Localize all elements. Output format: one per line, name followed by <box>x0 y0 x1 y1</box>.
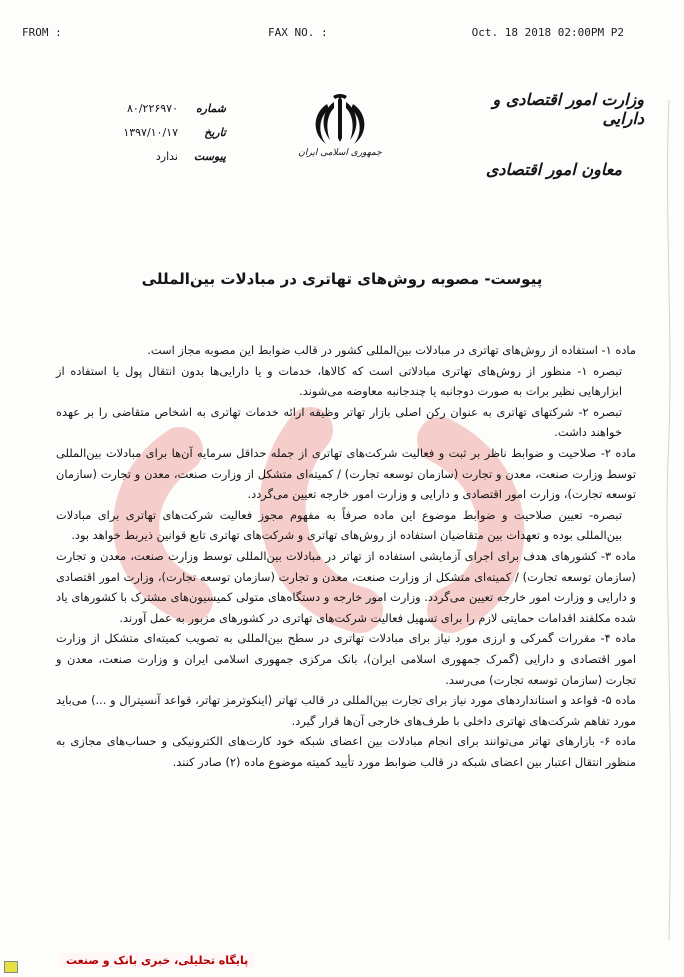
iran-emblem-icon <box>300 90 380 170</box>
letterhead-ministry <box>454 90 644 179</box>
fax-header <box>0 26 684 44</box>
attachment-value: ندارد <box>155 149 178 163</box>
number-label: شماره <box>195 101 226 115</box>
ministry-name: وزارت امور اقتصادی و دارایی <box>492 90 644 128</box>
fax-from: FROM : <box>22 26 62 39</box>
deputy-name: معاون امور اقتصادی <box>485 160 622 179</box>
note-1: تبصره ۱- منظور از روش‌های تهاتری مبادلاتی است که کالاها، خدمات و یا دارایی‌ها بدون انتقال پول یا استفاده از ابزارهایی نظیر برات به صورت دوجانبه یا چندجانبه معاوضه می‌شوند. <box>56 363 622 399</box>
meta-attachment-row <box>86 144 226 168</box>
republic-name: جمهوری اسلامی ایران <box>298 148 382 158</box>
fax-date-page: Oct. 18 2018 02:00PM P2 <box>471 26 624 39</box>
source-footer: پایگاه تحلیلی، خبری بانک و صنعت <box>60 953 254 968</box>
date-label: تاریخ <box>204 125 226 139</box>
letter-meta <box>86 96 226 168</box>
fax-number: FAX NO. : <box>268 26 328 39</box>
document-title: پیوست- مصوبه روش‌های تهاتری در مبادلات بین‌المللی <box>141 270 543 288</box>
date-value: ۱۳۹۷/۱۰/۱۷ <box>123 125 178 139</box>
number-value: ۸۰/۲۲۶۹۷۰ <box>127 101 178 115</box>
article-2: ماده ۲- صلاحیت و ضوابط ناظر بر ثبت و فعالیت شرکت‌های تهاتری از جمله حداقل سرمایه آن‌ها برای مبادلات بین‌المللی توسط وزارت صنعت، معدن و تجارت (سازمان توسعه تجارت) / کمیته‌ای متشکل از وزارت صنعت، معدن و تجارت (سازمان توسعه تجارت)، وزارت امور اقتصادی و دارایی و وزارت امور خارجه تعیین می‌گردد. <box>56 445 637 502</box>
article-6: ماده ۶- بازارهای تهاتر می‌توانند برای انجام مبادلات بین اعضای شبکه خود کارت‌های الکترونیکی و حساب‌های مجازی به منظور انتقال اعتبار بین اعضای شبکه در قالب ضوابط مورد تأیید کمیته موضوع ماده (۲) صادر کنند. <box>56 734 636 769</box>
note-2: تبصره ۲- شرکتهای تهاتری به عنوان رکن اصلی بازار تهاتر وظیفه ارائه خدمات تهاتری به اشخاص متقاضی را بر عهده خواهند داشت. <box>56 404 623 440</box>
site-logo-icon <box>4 961 18 973</box>
margin-mark <box>662 100 676 940</box>
article-1: ماده ۱- استفاده از روش‌های تهاتری در مبادلات بین‌المللی کشور در قالب ضوابط این مصوبه مجاز است. <box>147 343 636 357</box>
meta-date-row <box>86 120 226 144</box>
attachment-label: پیوست <box>193 149 226 163</box>
meta-number-row <box>86 96 226 120</box>
article-3: ماده ۳- کشورهای هدف برای اجرای آزمایشی استفاده از تهاتر در مبادلات بین‌المللی توسط وزارت صنعت، معدن و تجارت (سازمان توسعه تجارت) / کمیته‌ای متشکل از وزارت صنعت، معدن و تجارت (سازمان توسعه تجارت)، وزارت امور اقتصادی و دارایی و وزارت امور خارجه تعیین می‌گردد. وزارت امور خارجه و دستگاه‌های متولی کمیسیون‌های مشترک با کشورهای یاد شده مکلفند اقدامات حمایتی لازم را برای تسهیل فعالیت شرکت‌های تهاتری در کشورهای مزبور به عمل آورند. <box>56 548 636 625</box>
document-body <box>56 340 636 772</box>
article-2-note: تبصره- تعیین صلاحیت و ضوابط موضوع این ماده صرفاً به مفهوم مجوز فعالیت شرکت‌های تهاتری برای مبادلات بین‌المللی بوده و تعهدات بین متقاضیان استفاده از روش‌های تهاتری و شرکت‌های تهاتری تابع قوانین ذیربط خواهد بود. <box>56 507 622 543</box>
article-5: ماده ۵- قواعد و استانداردهای مورد نیاز برای تجارت بین‌المللی در قالب تهاتر (اینکوترمز تهاتر، قواعد آنسیترال و ...) می‌باید مورد تفاهم شرکت‌های تهاتری داخلی با طرف‌های خارجی آن‌ها قرار گیرد. <box>56 693 636 728</box>
article-4: ماده ۴- مقررات گمرکی و ارزی مورد نیاز برای مبادلات تهاتری در سطح بین‌المللی به تصویب کمیته‌ای متشکل از وزارت امور اقتصادی و دارایی (گمرک جمهوری اسلامی ایران)، بانک مرکزی جمهوری اسلامی ایران و وزارت صنعت، معدن و تجارت (سازمان توسعه تجارت) می‌رسد. <box>56 631 636 687</box>
